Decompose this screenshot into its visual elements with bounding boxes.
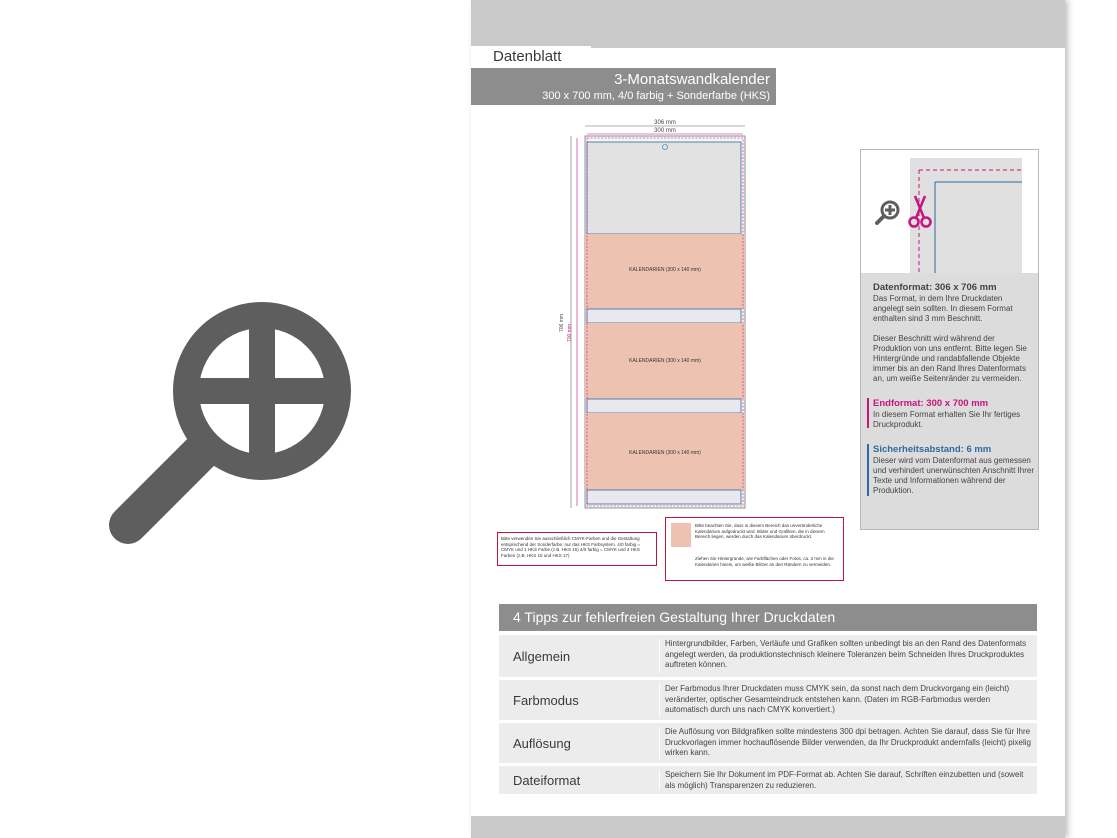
tips-row-farbmodus (499, 680, 1037, 720)
tip-text: Hintergrundbilder, Farben, Verläufe und Grafiken sollten unbedingt bis an den Rand des Datenformats angelegt werden, da produktionstechnisch kleinere Toleranzen beim Schneiden Ihres Druckproduktes auftreten können. (665, 639, 1027, 669)
sicherheit-marker (867, 444, 869, 496)
scissors-icon (908, 194, 932, 230)
datasheet-page (471, 0, 1065, 838)
calendar-note (665, 517, 844, 581)
zoom-in-icon[interactable] (100, 293, 360, 553)
endformat-title: Endformat: 300 x 700 mm (873, 398, 989, 409)
calendar-template (559, 120, 765, 520)
dim-inner-height: 700 mm (567, 323, 574, 343)
tip-label: Allgemein (513, 649, 571, 664)
calendar-area-swatch (671, 523, 691, 547)
product-title: 3-Monatswandkalender (614, 71, 770, 88)
tips-row-aufloesung (499, 723, 1037, 763)
format-info-text (873, 282, 1035, 496)
tip-separator (659, 727, 660, 759)
product-subtitle: 300 x 700 mm, 4/0 farbig + Sonderfarbe (HKS) (542, 90, 770, 102)
corner-preview (861, 150, 1038, 273)
endformat-marker (867, 398, 869, 428)
template-drawing (565, 120, 765, 520)
page-bottom-band (471, 816, 1065, 838)
datenformat-text-2: Dieser Beschnitt wird während der Produktion von uns entfernt. Bitte legen Sie Hintergründe und randabfallende Objekte immer bis an den Rand Ihres Datenformats an, um weiße Seitenränder zu vermeiden. (873, 334, 1027, 383)
calendar-note-text-2: Ziehen Sie Hintergründe, wie Farbflächen oder Fotos, ca. 3 mm in die Kalendarien hinein, um weiße Blitzer an den Rändern zu vermeiden. (695, 556, 834, 567)
tip-separator (659, 639, 660, 673)
calendar-label-2: KALENDARIEN (300 x 140 mm) (629, 358, 701, 364)
tip-label: Farbmodus (513, 693, 579, 708)
datenformat-title: Datenformat: 306 x 706 mm (873, 282, 997, 293)
calendar-note-text-1: Bitte beachten Sie, dass in diesem Bereich das unveränderliche Kalendarium aufgedruckt wird. Bilder und Grafiken, die in diesem Bereich liegen, werden durch das Kalendarium überdruckt. (695, 523, 825, 539)
calendar-label-1: KALENDARIEN (300 x 140 mm) (629, 267, 701, 273)
tips-row-dateiformat (499, 766, 1037, 794)
tips-row-allgemein (499, 635, 1037, 677)
sicherheit-text: Dieser wird vom Datenformat aus gemessen und verhindert unerwünschten Anschnitt Ihrer Texte und Informationen während der Produktion. (873, 456, 1034, 495)
dim-outer-width: 306 mm (654, 120, 676, 126)
tip-label: Dateiformat (513, 773, 581, 788)
tip-separator (659, 684, 660, 716)
dim-outer-height: 706 mm (559, 313, 566, 333)
color-note: Bitte verwenden Sie ausschließlich CMYK-Farben und die Gestaltung entsprechend der Sonderfarbe; nur das HKS Farbsystem. 4/0 farbig = CMYK und 1 HKS Farbe (z.B. HKS 15) 4/0 farbig = CMYK und 2 HKS Farben (z.B. HKS 15 und HKS 17) (497, 532, 657, 566)
tip-text: Die Auflösung von Bildgrafiken sollte mindestens 300 dpi betragen. Achten Sie darauf, dass Sie für Ihre Druckvorlagen immer hochauflösende Bilder verwenden, da Ihr Druckprodukt andernfalls (leicht) pixelig wirken kann. (665, 727, 1031, 757)
calendar-label-3: KALENDARIEN (300 x 140 mm) (629, 450, 701, 456)
sicherheit-title: Sicherheitsabstand: 6 mm (873, 444, 992, 455)
datenblatt-tab: Datenblatt (471, 46, 591, 68)
tip-label: Auflösung (513, 736, 571, 751)
tips-header: 4 Tipps zur fehlerfreien Gestaltung Ihrer Druckdaten (499, 604, 1037, 631)
title-bar (471, 68, 776, 105)
dim-inner-width: 300 mm (654, 128, 676, 134)
tip-separator (659, 770, 660, 790)
zoom-in-icon[interactable] (873, 198, 903, 228)
tip-text: Der Farbmodus Ihrer Druckdaten muss CMYK sein, da sonst nach dem Druckvorgang ein (leicht) veränderter, optischer Gesamteindruck entstehen kann. (Daten im RGB-Farbmodus werden automatisch durch uns nach CMYK konvertiert.) (665, 684, 1010, 714)
datenformat-text-1: Das Format, in dem Ihre Druckdaten angelegt sein sollten. In diesem Format enthalten sind 3 mm Beschnitt. (873, 294, 1013, 323)
endformat-text: In diesem Format erhalten Sie Ihr fertiges Druckprodukt. (873, 410, 1021, 429)
format-info-panel (860, 149, 1039, 530)
page-top-band (471, 0, 1065, 48)
tip-text: Speichern Sie Ihr Dokument im PDF-Format ab. Achten Sie darauf, Schriften einzubetten und (soweit als möglich) Transparenzen zu reduzieren. (665, 770, 1024, 790)
